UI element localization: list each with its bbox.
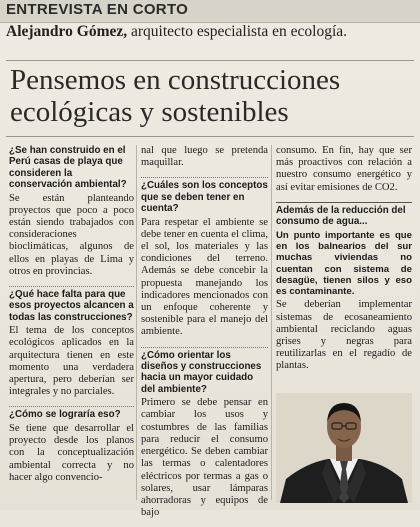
interview-answer: Se están planteando proyectos que poco a poco están siendo trabajados con consideraciones bioclimáticas, algunos de ellos en playas de Lima y otros en provincias. [9,192,134,277]
interview-question: ¿Qué hace falta para que esos proyectos alcancen a todas las construcciones? [9,286,134,323]
interview-question: ¿Se han construido en el Perú casas de playa que consideren la conservación ambiental? [9,145,127,191]
section-label: ENTREVISTA EN CORTO [6,1,189,18]
interview-question: ¿Cómo orientar los diseños y construcciones hacia un mayor cuidado del ambiente? [141,347,268,396]
byline [6,23,347,41]
interviewee-photo [276,393,412,503]
headline-rule-bottom [6,136,414,137]
answer-continuation: consumo. En fin, hay que ser más proactivos con relación a nuestro consumo energético y así evitar emisiones de CO2. [276,145,412,193]
article-column-2 [141,145,268,527]
interview-answer: Se tiene que desarrollar el proyecto desde los planos con la conceptualización ambiental correcta y no hacer algo convencio- [9,422,134,483]
headline: Pensemos en construcciones ecológicas y sostenibles [10,64,341,128]
interview-answer: El tema de los conceptos ecológicos aplicados en la arquitectura tienen en este momento una verdadera apertura, pero deberían ser integrales y no parciales. [9,325,134,398]
article-column-1 [9,145,134,492]
interviewee-name: Alejandro Gómez, [6,23,128,40]
interview-answer: Para respetar el ambiente se debe tener en cuenta el clima, el sol, los materiales y las condiciones del terreno. Además se debe concebir la propuesta manejando los indicadores mencionados con un enfoque coherente y sostenible para el manejo del ambiente. [141,216,268,338]
portrait-illustration [276,393,412,503]
column-divider [271,145,272,500]
interviewee-role: arquitecto especialista en ecología. [127,23,348,40]
section-bar [0,0,420,23]
article-column-3 [276,145,412,381]
sidebar-lead: Un punto importante es que en los balnearios del sur muchas viviendas no cuentan con sistema de desagüe, tienen silos y eso es contaminante. [276,229,412,298]
interview-answer: Primero se debe pensar en cambiar los usos y costumbres de las familias para reducir el consumo energético. Se deben cambiar las termas o calentadores eléctricos por termas a gas o solares, usar lámparas ahorradoras y equipos de bajo [141,397,268,519]
column-divider [136,145,137,500]
sidebar-box [276,202,412,373]
headline-rule-top [6,60,414,61]
interview-question: ¿Cuáles son los conceptos que se deben tener en cuenta? [141,177,268,214]
answer-continuation: nal que luego se pretenda maquillar. [141,145,268,169]
sidebar-body: Se deberían implementar sistemas de ecosaneamiento ambiental reciclando aguas grises y negras para reutilizarlas en el regadío de plantas. [276,299,412,372]
interview-question: ¿Cómo se lograría eso? [9,406,134,420]
sidebar-question: Además de la reducción del consumo de agua... [276,202,412,228]
